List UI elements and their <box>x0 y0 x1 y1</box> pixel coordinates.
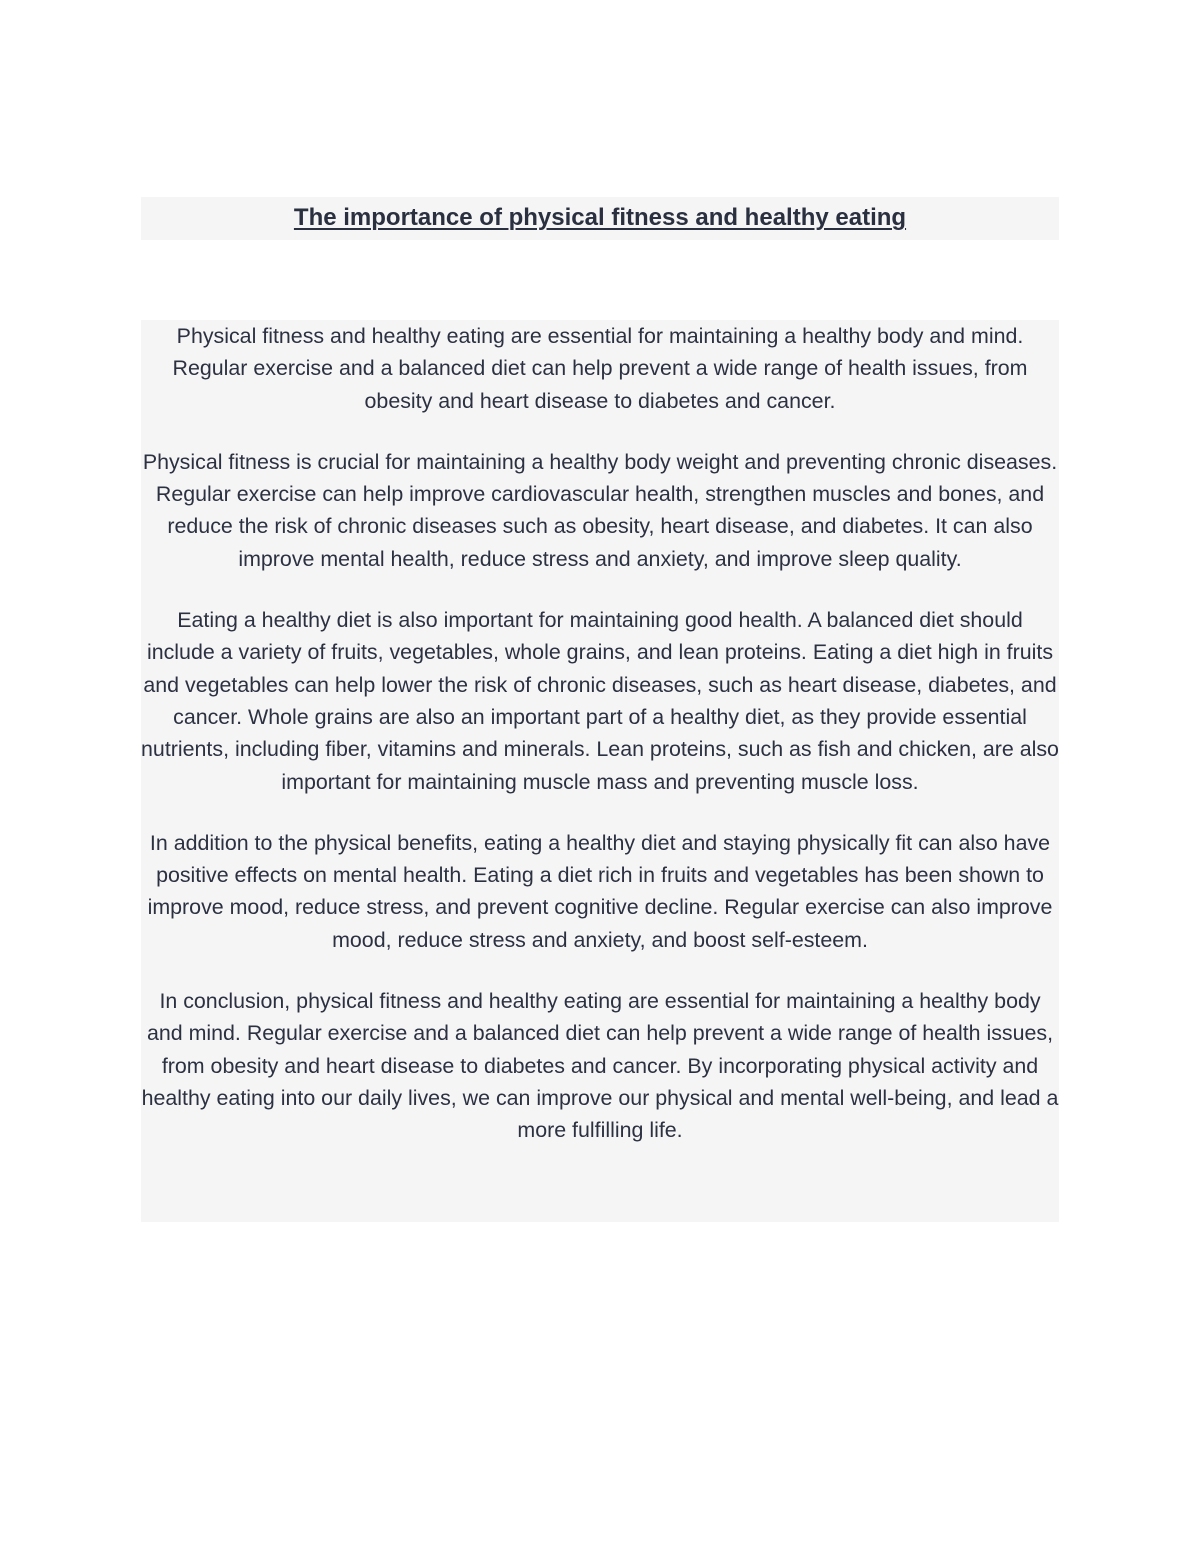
paragraph-intro: Physical fitness and healthy eating are essential for maintaining a healthy body and mind. Regular exercise and a balanced diet can help prevent a wide range of health issues, from obesity and heart disease to diabetes and cancer. <box>172 324 1028 413</box>
title-band <box>141 197 1059 240</box>
document-title: The importance of physical fitness and healthy eating <box>293 204 907 231</box>
paragraph-physical-fitness: Physical fitness is crucial for maintaining a healthy body weight and preventing chronic diseases. Regular exercise can help improve cardiovascular health, strengthen muscles and bones, and reduce the risk of chronic diseases such as obesity, heart disease, and diabetes. It can also improve mental health, reduce stress and anxiety, and improve sleep quality. <box>142 449 1058 571</box>
document-body <box>141 320 1059 1222</box>
paragraph-healthy-diet: Eating a healthy diet is also important for maintaining good health. A balanced diet should include a variety of fruits, vegetables, whole grains, and lean proteins. Eating a diet high in fruits and vegetables can help lower the risk of chronic diseases, such as heart disease, diabetes, and cancer. Whole grains are also an important part of a healthy diet, as they provide essential nutrients, including fiber, vitamins and minerals. Lean proteins, such as fish and chicken, are also important for maintaining muscle mass and preventing muscle loss. <box>141 608 1059 794</box>
paragraph-mental-health: In addition to the physical benefits, eating a healthy diet and staying physically fit can also have positive effects on mental health. Eating a diet rich in fruits and vegetables has been shown to improve mood, reduce stress, and prevent cognitive decline. Regular exercise can also improve mood, reduce stress and anxiety, and boost self-esteem. <box>147 830 1053 952</box>
paragraph-conclusion: In conclusion, physical fitness and healthy eating are essential for maintaining a healthy body and mind. Regular exercise and a balanced diet can help prevent a wide range of health issues, from obesity and heart disease to diabetes and cancer. By incorporating physical activity and healthy eating into our daily lives, we can improve our physical and mental well-being, and lead a more fulfilling life. <box>141 989 1059 1143</box>
